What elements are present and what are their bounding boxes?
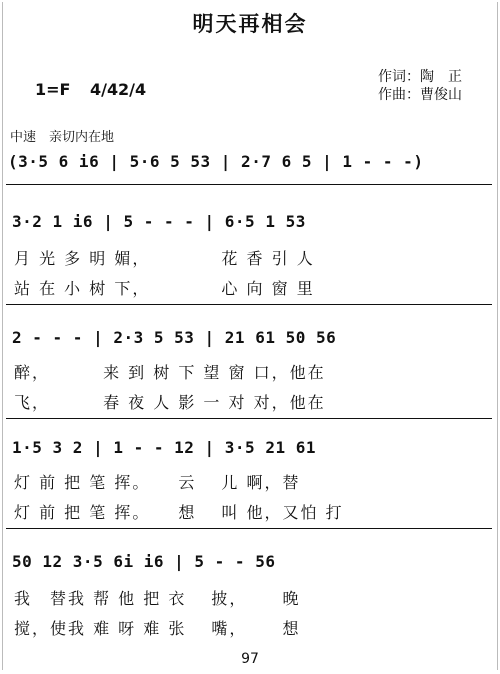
key-signature: 1=F [35,80,71,99]
score-row-3-lyrics-verse2: 灯 前 把 笔 挥。 想 叫 他，又怕 打 [14,503,344,522]
score-row-2-lyrics-verse2: 飞， 春 夜 人 影 一 对 对，他在 [14,393,326,412]
score-row-4-notes: 50 12 3·5 6i i6 | 5 - - 56 [12,552,276,571]
song-title: 明天再相会 [192,11,308,36]
page-number: 97 [241,651,259,667]
system-divider [6,304,492,305]
score-row-2-notes: 2 - - - | 2·3 5 53 | 21 61 50 56 [12,328,337,347]
score-row-4-lyrics-verse1: 我 替我 帮 他 把 衣 披， 晚 [14,589,301,608]
composer-credit: 作曲：曹俊山 [378,87,462,103]
time-signature-2: 2/4 [118,80,147,99]
tempo-marking: 中速 亲切内在地 [10,130,115,145]
system-divider [6,184,492,185]
time-signature-1: 4/4 [90,80,119,99]
system-divider [6,418,492,419]
score-row-1-notes: 3·2 1 i6 | 5 - - - | 6·5 1 53 [12,212,306,231]
system-divider [6,528,492,529]
score-row-2-lyrics-verse1: 醉， 来 到 树 下 望 窗 口，他在 [14,363,326,382]
score-row-4-lyrics-verse2: 搅，使我 难 呀 难 张 嘴， 想 [14,619,301,638]
score-row-1-lyrics-verse1: 月 光 多 明 媚， 花 香 引 人 [14,249,315,268]
score-row-intro: (3·5 6 i6 | 5·6 5 53 | 2·7 6 5 | 1 - - -) [8,152,424,171]
score-row-3-notes: 1·5 3 2 | 1 - - 12 | 3·5 21 61 [12,438,316,457]
lyricist-credit: 作词：陶 正 [378,69,462,85]
score-row-3-lyrics-verse1: 灯 前 把 笔 挥。 云 儿 啊，替 [14,473,301,492]
score-row-1-lyrics-verse2: 站 在 小 树 下， 心 向 窗 里 [14,279,315,298]
